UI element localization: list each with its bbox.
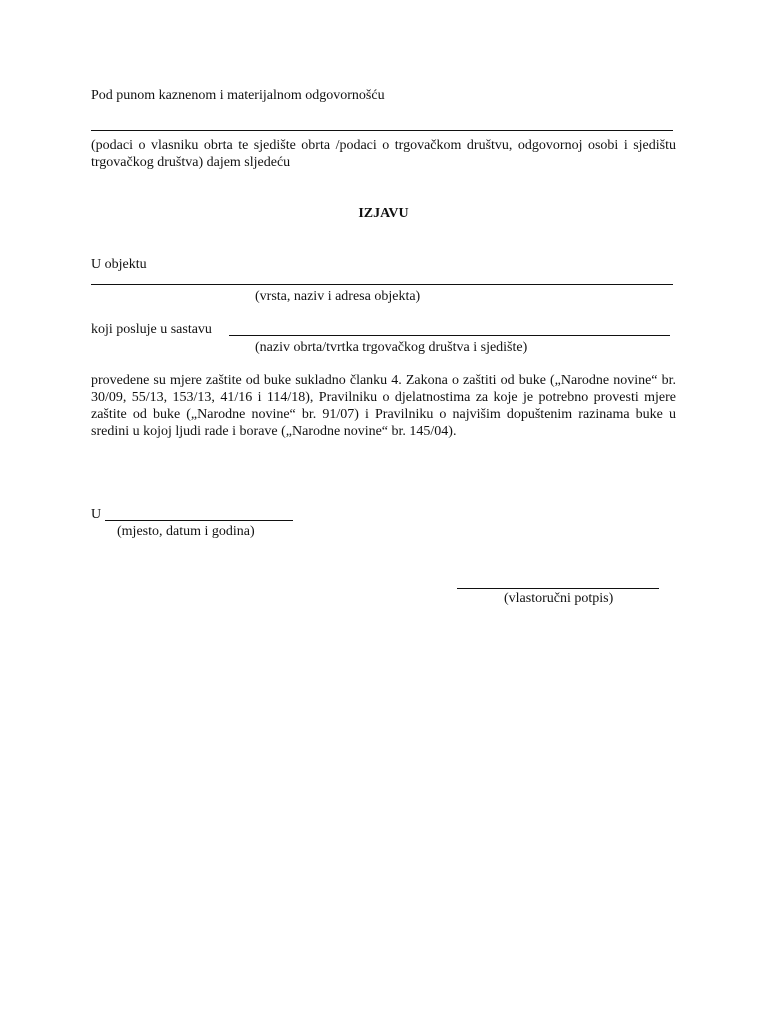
intro-text: Pod punom kaznenom i materijalnom odgovornošću — [91, 88, 385, 103]
signature-fill-line — [457, 588, 659, 589]
object-fill-line — [91, 284, 673, 285]
object-label: U objektu — [91, 257, 147, 272]
operates-note: (naziv obrta/tvrtka trgovačkog društva i sjedište) — [255, 340, 528, 355]
object-note: (vrsta, naziv i adresa objekta) — [255, 289, 421, 304]
place-note: (mjesto, datum i godina) — [117, 524, 255, 539]
document-title: IZJAVU — [358, 206, 409, 221]
place-fill-line — [105, 520, 293, 521]
signature-note: (vlastoručni potpis) — [504, 591, 614, 606]
operates-label: koji posluje u sastavu — [91, 322, 212, 337]
owner-data-note: (podaci o vlasniku obrta te sjedište obrta /podaci o trgovačkom društvu, odgovornoj osobi i sjedištu trgovačkog društva) dajem sljedeću — [91, 138, 676, 170]
operates-fill-line — [229, 335, 670, 336]
place-label: U — [91, 507, 102, 522]
declaration-body: provedene su mjere zaštite od buke sukladno članku 4. Zakona o zaštiti od buke („Narodne novine“ br. 30/09, 55/13, 153/13, 41/16 i 114/18), Pravilniku o djelatnostima za koje je potrebno provesti mjere zaštite od buke („Narodne novine“ br. 91/07) i Pravilniku o najvišim dopuštenim razinama buke u sredini u kojoj ljudi rade i borave („Narodne novine“ br. 145/04). — [91, 373, 676, 439]
owner-data-fill-line — [91, 130, 673, 131]
